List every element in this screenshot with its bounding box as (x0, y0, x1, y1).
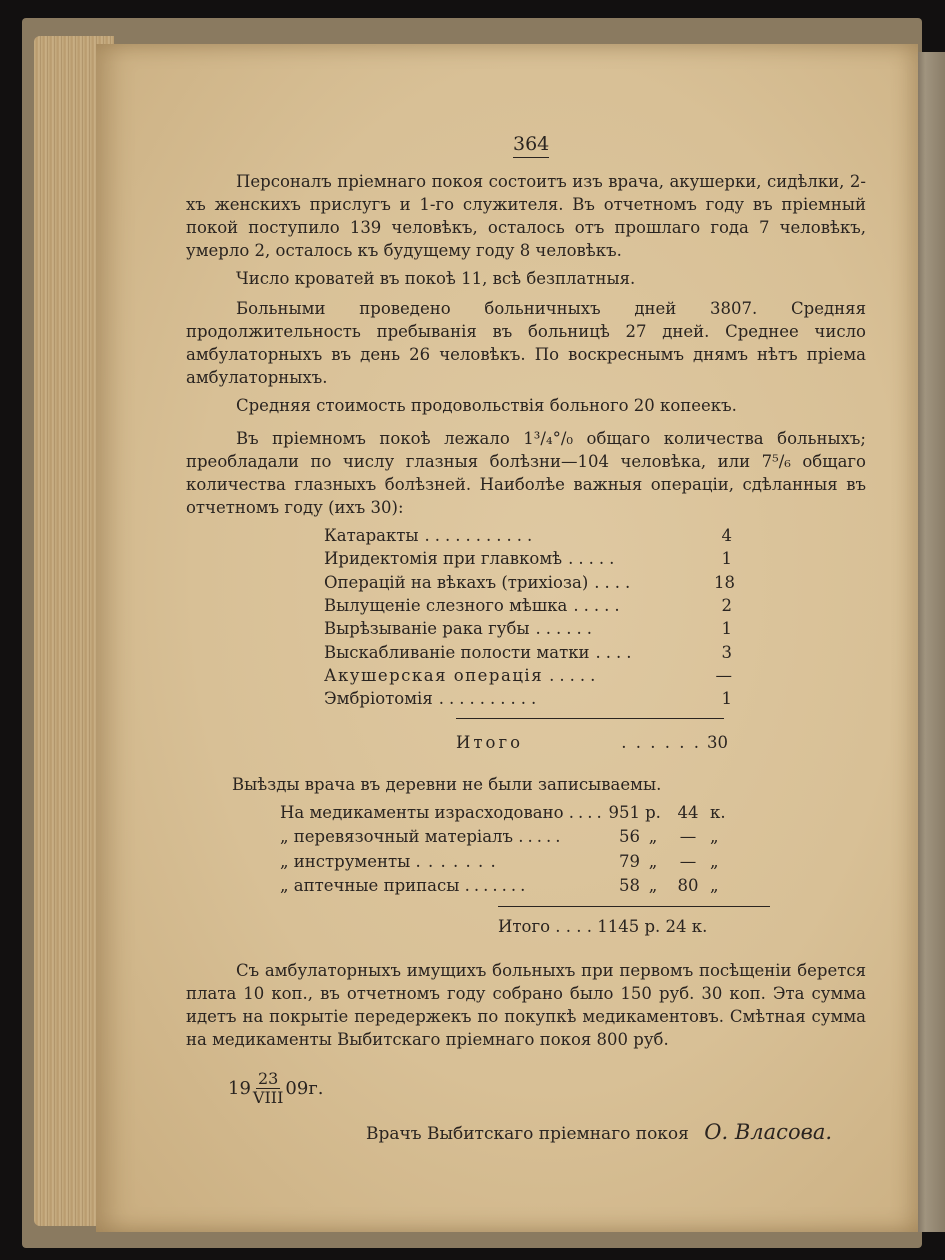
total-value: 30 (707, 733, 728, 752)
list-item (324, 524, 732, 547)
expense-kopecks: 44 (677, 802, 699, 822)
operation-name: Вырѣзываніе рака губы (324, 619, 530, 639)
leader-dots: . . . . . . (621, 733, 701, 752)
rubles-label: р. (645, 802, 661, 822)
signature-title: Врачъ Выбитскаго пріемнаго покоя (366, 1124, 689, 1144)
leader-dots: ..... (568, 549, 620, 569)
medications-list (280, 800, 770, 898)
paragraph-operations-intro: Въ пріемномъ покоѣ лежало 1³/₄°/₀ общаго количества больныхъ; преобладали по числу глазныя болѣзни—104 человѣка, или 7⁵/₆ общаго количества глазныхъ болѣзней. Наиболѣе важныя операціи, сдѣланныя въ отчетномъ году (ихъ 30): (186, 429, 866, 517)
expense-rubles: 951 (608, 802, 640, 822)
paragraph-hospital-days: Больными проведено больничныхъ дней 3807. Средняя продолжительность пребыванія въ больницѣ 27 дней. Среднее число амбулаторныхъ въ день 26 человѣкъ. По воскреснымъ днямъ нѣтъ пріема амбулаторныхъ. (186, 299, 866, 387)
list-item (280, 800, 770, 825)
total-divider (456, 718, 724, 719)
list-item (280, 825, 770, 850)
list-item (280, 874, 770, 899)
rubles-label: „ (648, 827, 658, 847)
kopecks-label: „ (710, 876, 719, 896)
operations-total (456, 733, 728, 752)
date-fraction (253, 1070, 284, 1107)
date-year-prefix: 19 (228, 1078, 251, 1099)
expense-kopecks: 80 (677, 876, 699, 896)
list-item (324, 687, 732, 710)
operation-count: 4 (721, 526, 732, 546)
kopecks-label: к. (710, 802, 726, 822)
operation-count: 1 (721, 549, 732, 569)
operation-name: Акушерская операція (324, 665, 544, 685)
date-month: VIII (252, 1088, 284, 1107)
operation-count: 3 (721, 642, 732, 662)
expense-name: На медикаменты израсходовано .... (280, 802, 606, 822)
expense-kopecks: — (679, 851, 697, 871)
date-year-suffix: 09г. (285, 1078, 324, 1099)
list-item (324, 571, 735, 594)
rubles-label: „ (648, 851, 658, 871)
paragraph-fees: Съ амбулаторныхъ имущихъ больныхъ при первомъ посѣщеніи берется плата 10 коп., въ отчетномъ году собрано было 150 руб. 30 коп. Эта сумма идетъ на покрытіе передержекъ по покупкѣ медикаментовъ. Смѣтная сумма на медикаменты Выбитскаго пріемнаго покоя 800 руб. (186, 961, 866, 1049)
paragraph-beds: Число кроватей въ покоѣ 11, всѣ безплатныя. (236, 269, 636, 288)
operation-count: 1 (721, 689, 732, 709)
operation-name: Операцій на вѣкахъ (трихіоза) (324, 572, 589, 592)
leader-dots: ..... (573, 596, 625, 616)
leader-dots: .... (595, 642, 637, 662)
leader-dots: ..... (549, 665, 601, 685)
list-item (324, 547, 732, 570)
operations-list (324, 524, 735, 710)
list-item (280, 849, 770, 874)
rubles-label: „ (648, 876, 658, 896)
paragraph-village-trips: Выѣзды врача въ деревни не были записываемы. (232, 775, 662, 794)
operation-name: Катаракты (324, 526, 419, 546)
leader-dots: ........... (424, 526, 538, 546)
list-item (324, 594, 732, 617)
operation-name: Эмбріотомія (324, 689, 433, 709)
operation-name: Иридектомія при главкомѣ (324, 549, 563, 569)
document-date (228, 1070, 323, 1107)
expense-name: „ аптечные припасы ....... (280, 876, 530, 896)
operation-name: Вылущеніе слезного мѣшка (324, 596, 568, 616)
expense-name: „ инструменты . . . . . . . (280, 851, 497, 871)
leader-dots: .......... (438, 689, 542, 709)
expense-rubles: 56 (619, 827, 640, 847)
list-item (324, 617, 732, 640)
total-label: Итого (456, 733, 524, 752)
paragraph-food-cost: Средняя стоимость продовольствія больного 20 копеекъ. (236, 396, 737, 415)
leader-dots: ...... (535, 619, 598, 639)
total-divider (498, 906, 770, 907)
operation-name: Выскабливаніе полости матки (324, 642, 590, 662)
kopecks-label: „ (710, 851, 719, 871)
operation-count: — (715, 665, 732, 685)
expense-kopecks: — (679, 827, 697, 847)
signature-line (366, 1120, 832, 1144)
kopecks-label: „ (710, 827, 719, 847)
date-day: 23 (257, 1069, 279, 1088)
list-item (324, 664, 732, 687)
medications-total: Итого . . . . 1145 р. 24 к. (498, 917, 708, 936)
expense-rubles: 58 (619, 876, 640, 896)
page-number: 364 (513, 133, 549, 158)
leader-dots: .... (594, 572, 636, 592)
operation-count: 18 (714, 572, 735, 592)
operation-count: 2 (721, 596, 732, 616)
list-item (324, 640, 732, 663)
operation-count: 1 (721, 619, 732, 639)
expense-rubles: 79 (619, 851, 640, 871)
paragraph-personnel: Персоналъ пріемнаго покоя состоитъ изъ врача, акушерки, сидѣлки, 2-хъ женскихъ прислугъ и 1-го служителя. Въ отчетномъ году въ пріемный покой поступило 139 человѣкъ, осталось отъ прошлаго года 7 человѣкъ, умерло 2, осталось къ будущему году 8 человѣкъ. (186, 172, 866, 260)
signature-name: О. Власова. (704, 1120, 833, 1144)
expense-name: „ перевязочный матеріалъ ..... (280, 827, 565, 847)
